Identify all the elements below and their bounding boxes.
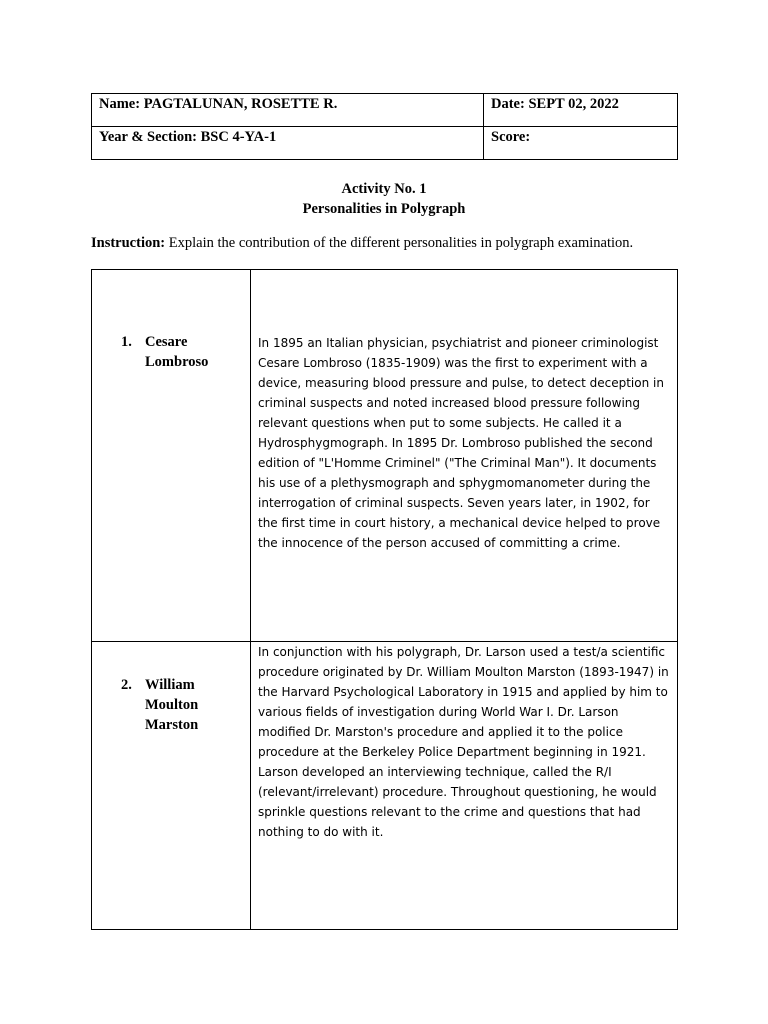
- personality-name-line: William: [145, 677, 195, 693]
- personality-name-cell: [92, 270, 251, 642]
- name-cell: [92, 94, 484, 127]
- name-value: PAGTALUNAN, ROSETTE R.: [143, 96, 338, 112]
- section-value: BSC 4-YA-1: [200, 129, 277, 145]
- header-table: [91, 93, 678, 160]
- personality-contribution-text: In 1895 an Italian physician, psychiatrist and pioneer criminologist Cesare Lombroso (1835-1909) was the first to experiment with a device, measuring blood pressure and pulse, to detect deception in criminal suspects and noted increased blood pressure following relevant questions when put to some subjects. He called it a Hydrosphygmograph. In 1895 Dr. Lombroso published the second edition of "L'Homme Criminel" ("The Criminal Man"). It documents his use of a plethysmograph and sphygmomanometer during the interrogation of criminal suspects. Seven years later, in 1902, for the first time in court history, a mechanical device helped to prove the innocence of the person accused of committing a crime.: [258, 336, 664, 550]
- personality-name-line: Marston: [145, 717, 199, 733]
- personalities-table: [91, 269, 678, 930]
- section-cell: [92, 127, 484, 160]
- score-label: Score:: [491, 129, 531, 145]
- table-row: [92, 270, 678, 642]
- activity-number: Activity No. 1: [341, 181, 427, 197]
- personality-number: 2.: [121, 677, 132, 693]
- personality-contribution-cell: [251, 642, 678, 930]
- personality-number: 1.: [121, 334, 132, 350]
- name-label: Name:: [99, 96, 141, 112]
- date-label: Date:: [491, 96, 525, 112]
- header-row-2: [92, 127, 678, 160]
- instruction: [91, 233, 711, 253]
- instruction-text: Explain the contribution of the different personalities in polygraph examination.: [168, 235, 634, 251]
- header-row-1: [92, 94, 678, 127]
- activity-title: Personalities in Polygraph: [302, 201, 466, 217]
- personality-name-line: Moulton: [145, 697, 199, 713]
- personality-name-line: Cesare: [145, 334, 188, 350]
- table-row: [92, 642, 678, 930]
- section-label: Year & Section:: [99, 129, 197, 145]
- activity-heading: [0, 179, 768, 219]
- score-cell: [484, 127, 678, 160]
- personality-contribution-text: In conjunction with his polygraph, Dr. Larson used a test/a scientific procedure originated by Dr. William Moulton Marston (1893-1947) in the Harvard Psychological Laboratory in 1915 and applied by him to various fields of investigation during World War I. Dr. Larson modified Dr. Marston's procedure and applied it to the police procedure at the Berkeley Police Department beginning in 1921. Larson developed an interviewing technique, called the R/I (relevant/irrelevant) procedure. Throughout questioning, he would sprinkle questions relevant to the crime and questions that had nothing to do with it.: [258, 645, 669, 839]
- date-cell: [484, 94, 678, 127]
- date-value: SEPT 02, 2022: [528, 96, 619, 112]
- personality-name-cell: [92, 642, 251, 930]
- personality-contribution-cell: [251, 270, 678, 642]
- instruction-label: Instruction:: [91, 235, 166, 251]
- personality-name-line: Lombroso: [145, 354, 209, 370]
